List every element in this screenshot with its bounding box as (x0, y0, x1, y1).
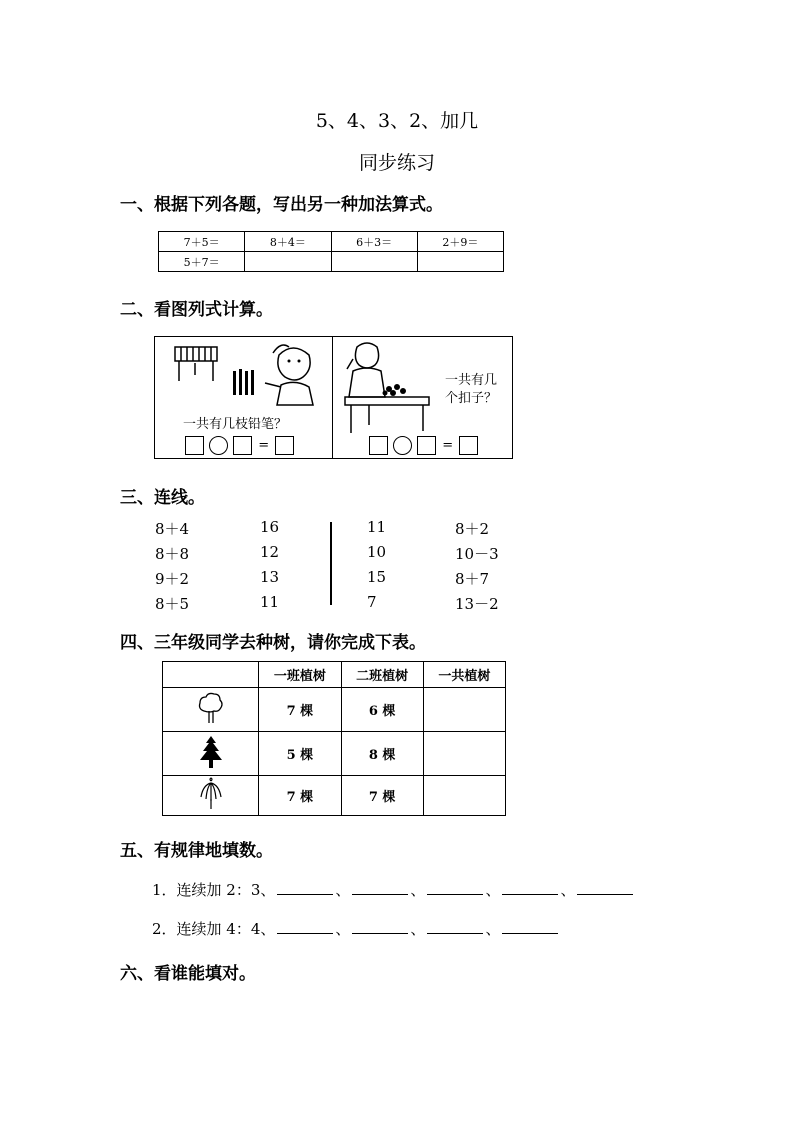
table-cell: 2＋9＝ (417, 232, 503, 252)
right-num-0[interactable]: 11 (367, 518, 387, 536)
separator: 、 (485, 881, 501, 899)
blank-input[interactable] (352, 919, 408, 934)
left-expr-0[interactable]: 8＋4 (155, 520, 190, 538)
class1-count: 7 棵 (259, 776, 341, 816)
left-answer-row (185, 435, 294, 455)
table-cell: 8＋4＝ (245, 232, 331, 252)
sequence-label: 2．连续加 4：4、 (152, 920, 276, 938)
header-cell: 一班植树 (259, 662, 341, 688)
tree-cell (163, 732, 259, 776)
buttons-illustration (339, 339, 439, 435)
table-row (163, 776, 506, 816)
left-num-3[interactable]: 11 (260, 593, 280, 611)
tree-cell (163, 688, 259, 732)
left-num-0[interactable]: 16 (260, 518, 280, 536)
blank-input[interactable] (277, 880, 333, 895)
answer-box[interactable] (233, 436, 252, 455)
picture-frame (154, 336, 513, 459)
tree-table (162, 661, 506, 816)
total-answer-cell[interactable] (423, 688, 505, 732)
right-expr-0[interactable]: 8＋2 (455, 520, 490, 538)
right-num-2[interactable]: 15 (367, 568, 387, 586)
operator-circle[interactable] (393, 436, 412, 455)
section-1-heading: 一、根据下列各题，写出另一种加法算式。 (120, 195, 443, 215)
total-answer-cell[interactable] (423, 732, 505, 776)
equals-sign: = (258, 438, 270, 453)
blank-input[interactable] (502, 919, 558, 934)
table-cell: 7＋5＝ (159, 232, 245, 252)
answer-cell[interactable] (245, 252, 331, 272)
class2-count: 8 棵 (341, 732, 423, 776)
header-cell (163, 662, 259, 688)
page-title: 5、4、3、2、加几 (315, 110, 479, 132)
table-row (159, 232, 504, 252)
right-expr-2[interactable]: 8＋7 (455, 570, 490, 588)
blank-input[interactable] (427, 880, 483, 895)
class1-count: 7 棵 (259, 688, 341, 732)
picture-divider (332, 337, 333, 458)
left-caption: 一共有几枝铅笔？ (183, 417, 288, 432)
table-row (163, 688, 506, 732)
header-cell: 二班植树 (341, 662, 423, 688)
blank-input[interactable] (577, 880, 633, 895)
left-expr-3[interactable]: 8＋5 (155, 595, 190, 613)
right-expr-1[interactable]: 10－3 (455, 545, 499, 563)
answer-cell[interactable] (417, 252, 503, 272)
right-caption-line-2: 个扣子？ (445, 391, 498, 406)
right-expr-3[interactable]: 13－2 (455, 595, 499, 613)
section-6-heading: 六、看谁能填对。 (120, 964, 256, 984)
left-num-1[interactable]: 12 (260, 543, 280, 561)
sequence-line-1 (152, 879, 635, 900)
right-answer-row (369, 435, 478, 455)
willow-tree-icon (196, 777, 226, 811)
equation-table (158, 231, 504, 272)
sequence-line-2 (152, 918, 560, 939)
section-3-heading: 三、连线。 (120, 488, 205, 508)
sequence-label: 1．连续加 2：3、 (152, 881, 276, 899)
blank-input[interactable] (277, 919, 333, 934)
total-answer-cell[interactable] (423, 776, 505, 816)
pine-tree-icon (196, 734, 226, 770)
answer-cell[interactable] (331, 252, 417, 272)
blank-input[interactable] (427, 919, 483, 934)
right-caption-line-1: 一共有几 (445, 373, 498, 388)
pencils-illustration (169, 341, 319, 407)
right-num-1[interactable]: 10 (367, 543, 387, 561)
divider-line (330, 522, 332, 605)
section-4-heading: 四、三年级同学去种树，请你完成下表。 (120, 633, 426, 653)
blank-input[interactable] (502, 880, 558, 895)
section-5-heading: 五、有规律地填数。 (120, 841, 273, 861)
left-expr-2[interactable]: 9＋2 (155, 570, 190, 588)
table-cell: 5＋7＝ (159, 252, 245, 272)
class1-count: 5 棵 (259, 732, 341, 776)
section-2-heading: 二、看图列式计算。 (120, 300, 273, 320)
blank-input[interactable] (352, 880, 408, 895)
answer-box[interactable] (185, 436, 204, 455)
page-subtitle: 同步练习 (358, 152, 435, 174)
answer-box[interactable] (369, 436, 388, 455)
table-row (163, 732, 506, 776)
left-num-2[interactable]: 13 (260, 568, 280, 586)
header-cell: 一共植树 (423, 662, 505, 688)
operator-circle[interactable] (209, 436, 228, 455)
table-row (159, 252, 504, 272)
right-num-3[interactable]: 7 (367, 593, 377, 611)
table-cell: 6＋3＝ (331, 232, 417, 252)
left-expr-1[interactable]: 8＋8 (155, 545, 190, 563)
class2-count: 7 棵 (341, 776, 423, 816)
separator: 、 (560, 881, 576, 899)
separator: 、 (335, 881, 351, 899)
answer-box[interactable] (459, 436, 478, 455)
table-header-row (163, 662, 506, 688)
tree-cell (163, 776, 259, 816)
separator: 、 (410, 920, 426, 938)
answer-box[interactable] (275, 436, 294, 455)
round-tree-icon (196, 691, 226, 725)
separator: 、 (335, 920, 351, 938)
answer-box[interactable] (417, 436, 436, 455)
class2-count: 6 棵 (341, 688, 423, 732)
separator: 、 (485, 920, 501, 938)
equals-sign: = (442, 438, 454, 453)
separator: 、 (410, 881, 426, 899)
